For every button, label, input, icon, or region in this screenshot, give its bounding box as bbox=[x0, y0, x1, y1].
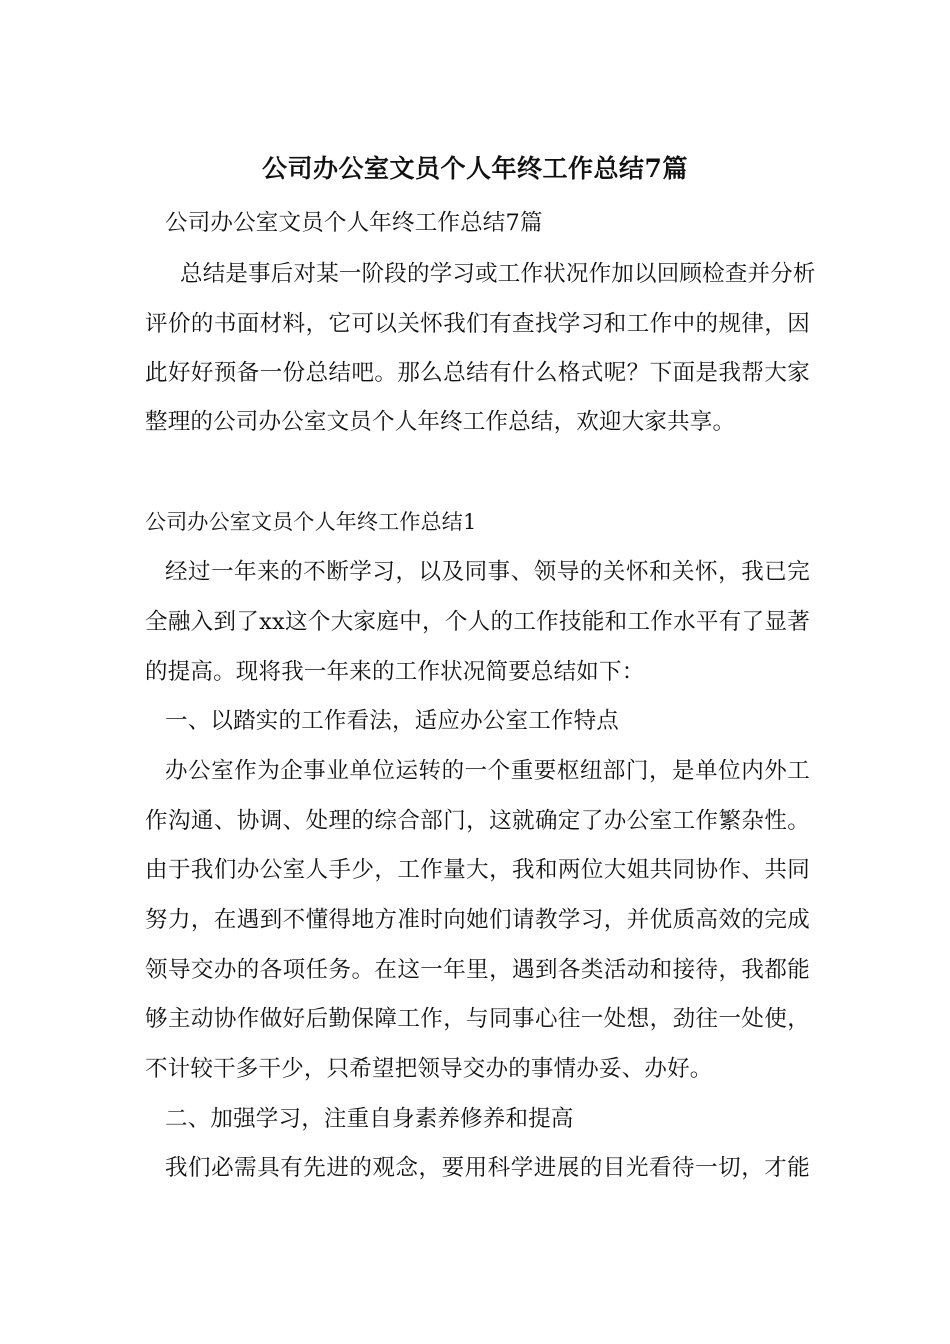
paragraph-line: 整理的公司办公室文员个人年终工作总结，欢迎大家共享。 bbox=[145, 409, 736, 435]
paragraph-line: 办公室作为企事业单位运转的一个重要枢纽部门，是单位内外工 bbox=[165, 758, 810, 784]
subsection-heading: 二、加强学习，注重自身素养修养和提高 bbox=[165, 1106, 574, 1132]
paragraph-line: 由于我们办公室人手少，工作量大，我和两位大姐共同协作、共同 bbox=[145, 857, 810, 883]
paragraph-line: 领导交办的各项任务。在这一年里，遇到各类活动和接待，我都能 bbox=[145, 957, 810, 983]
paragraph-line: 全融入到了xx这个大家庭中，个人的工作技能和工作水平有了显著 bbox=[145, 609, 810, 635]
paragraph-line: 总结是事后对某一阶段的学习或工作状况作加以回顾检查并分析 bbox=[180, 261, 816, 287]
paragraph-line: 此好好预备一份总结吧。那么总结有什么格式呢？下面是我帮大家 bbox=[145, 360, 810, 386]
subtitle-line: 公司办公室文员个人年终工作总结7篇 bbox=[165, 210, 543, 236]
paragraph-line: 努力，在遇到不懂得地方准时向她们请教学习，并优质高效的完成 bbox=[145, 907, 810, 933]
paragraph-line: 不计较干多干少，只希望把领导交办的事情办妥、办好。 bbox=[145, 1056, 713, 1082]
section-heading: 公司办公室文员个人年终工作总结1 bbox=[145, 510, 477, 534]
subsection-heading: 一、以踏实的工作看法，适应办公室工作特点 bbox=[165, 708, 620, 734]
paragraph-line: 够主动协作做好后勤保障工作，与同事心往一处想，劲往一处使， bbox=[145, 1006, 810, 1032]
document-title: 公司办公室文员个人年终工作总结7篇 bbox=[262, 154, 688, 183]
paragraph-line: 我们必需具有先进的观念，要用科学进展的目光看待一切，才能 bbox=[165, 1155, 810, 1181]
paragraph-line: 的提高。现将我一年来的工作状况简要总结如下： bbox=[145, 659, 645, 685]
paragraph-line: 评价的书面材料，它可以关怀我们有查找学习和工作中的规律，因 bbox=[145, 311, 810, 337]
paragraph-line: 经过一年来的不断学习，以及同事、领导的关怀和关怀，我已完 bbox=[165, 559, 810, 585]
paragraph-line: 作沟通、协调、处理的综合部门，这就确定了办公室工作繁杂性。 bbox=[145, 808, 810, 834]
